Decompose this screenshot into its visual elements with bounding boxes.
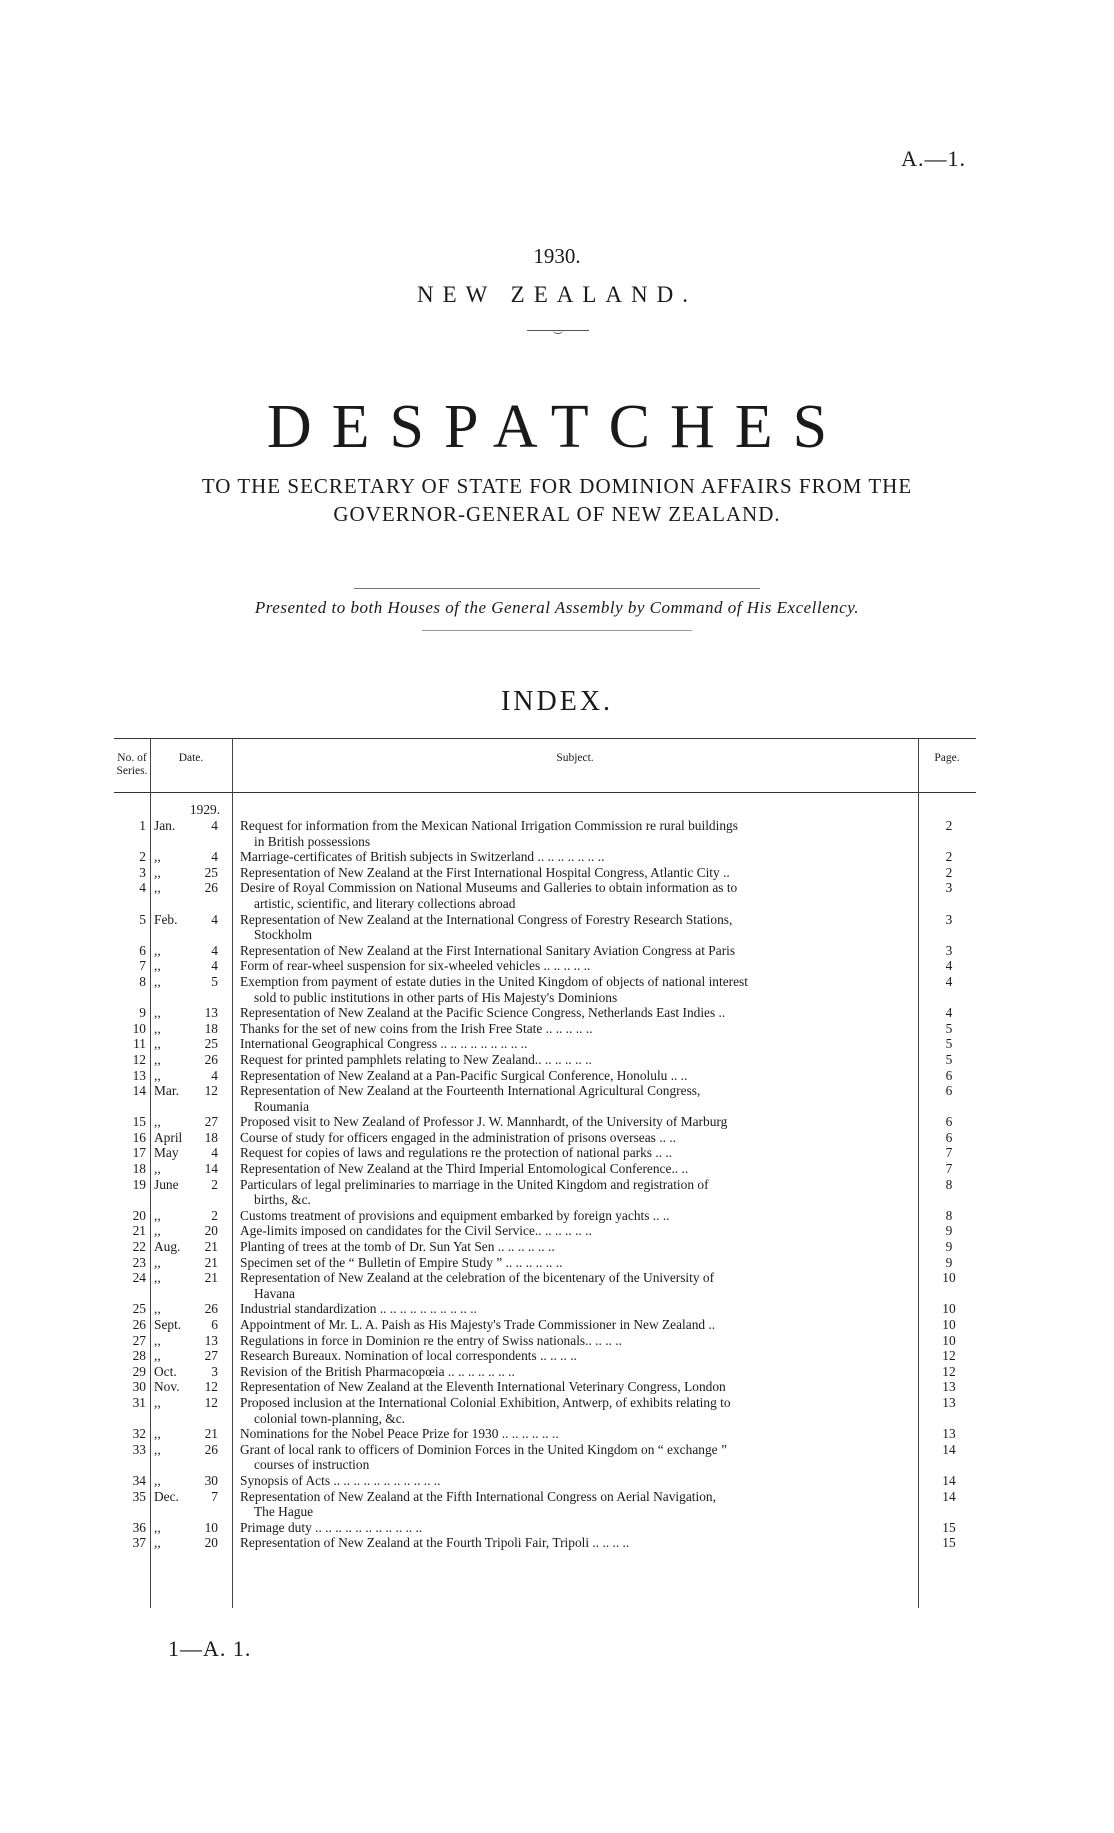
subject-text: Desire of Royal Commission on National Museums and Galleries to obtain information as to xyxy=(240,880,738,896)
series-number: 15 xyxy=(132,1114,146,1130)
subject-cell xyxy=(240,1301,916,1317)
table-row xyxy=(114,1052,976,1068)
date-day: 4 xyxy=(211,1145,218,1161)
index-table xyxy=(114,738,976,1608)
subject-text: Research Bureaux. Nomination of local correspondents .. .. .. .. xyxy=(240,1348,577,1364)
table-row xyxy=(114,958,976,974)
date-day: 4 xyxy=(211,911,218,927)
subject-cell xyxy=(240,1395,916,1426)
table-row xyxy=(114,1520,976,1536)
page-number: 8 xyxy=(945,1207,953,1223)
date-month: ,, xyxy=(154,942,161,958)
page-number: 10 xyxy=(942,1332,956,1348)
date-month: Mar. xyxy=(154,1083,179,1099)
date-day: 2 xyxy=(211,1176,218,1192)
page-number: 4 xyxy=(945,1005,953,1021)
date-month: ,, xyxy=(154,1005,161,1021)
series-number: 11 xyxy=(133,1036,146,1052)
table-row xyxy=(114,1083,976,1114)
subject-cell xyxy=(240,1270,916,1301)
subject-cell xyxy=(240,1083,916,1114)
page-number: 9 xyxy=(945,1239,953,1255)
date-day: 26 xyxy=(204,1051,218,1067)
table-row xyxy=(114,1068,976,1084)
date-day: 12 xyxy=(204,1379,218,1395)
subject-cell xyxy=(240,1333,916,1349)
subject-continuation: The Hague xyxy=(254,1504,314,1520)
subject-cell xyxy=(240,1052,916,1068)
series-number: 32 xyxy=(132,1426,146,1442)
subject-cell xyxy=(240,1520,916,1536)
date-month: Dec. xyxy=(154,1488,179,1504)
date-month: April xyxy=(154,1129,183,1145)
table-row xyxy=(114,1364,976,1380)
date-day: 21 xyxy=(204,1270,218,1286)
subject-text: Request for information from the Mexican National Irrigation Commission re rural buildings xyxy=(240,818,738,833)
date-day: 12 xyxy=(204,1083,218,1099)
series-number: 35 xyxy=(132,1488,146,1504)
page-number: 3 xyxy=(945,942,953,958)
table-row xyxy=(114,1161,976,1177)
subject-text: Representation of New Zealand at the International Congress of Forestry Research Stations, xyxy=(240,911,733,927)
subject-cell xyxy=(240,1177,916,1208)
document-reference: A.—1. xyxy=(901,146,966,171)
series-number: 34 xyxy=(132,1472,146,1488)
series-number: 31 xyxy=(132,1394,146,1410)
date-month: Oct. xyxy=(154,1363,177,1379)
subject-text: Representation of New Zealand at the Pacific Science Congress, Netherlands East Indies .. xyxy=(240,1005,726,1021)
table-row xyxy=(114,1395,976,1426)
page-number: 3 xyxy=(945,911,953,927)
page-number: 5 xyxy=(945,1020,953,1036)
table-row xyxy=(114,1255,976,1271)
page-number: 10 xyxy=(942,1317,956,1332)
subject-cell xyxy=(240,1317,916,1333)
page-number: 5 xyxy=(945,1036,953,1052)
date-day: 12 xyxy=(204,1394,218,1410)
subject-cell xyxy=(240,1348,916,1364)
date-month: ,, xyxy=(154,1051,161,1067)
subject-cell xyxy=(240,1535,916,1551)
table-row xyxy=(114,1301,976,1317)
subject-text: Thanks for the set of new coins from the Irish Free State .. .. .. .. .. xyxy=(240,1020,593,1036)
date-month: ,, xyxy=(154,1394,161,1410)
series-number: 33 xyxy=(132,1441,146,1457)
date-day: 26 xyxy=(204,880,218,896)
subject-text: Representation of New Zealand at the celebration of the bicentenary of the University of xyxy=(240,1270,715,1286)
subtitle-line-1: TO THE SECRETARY OF STATE FOR DOMINION AFFAIRS FROM THE xyxy=(201,474,913,498)
series-number: 3 xyxy=(139,864,146,880)
date-month: May xyxy=(154,1145,179,1161)
page-number: 10 xyxy=(942,1301,956,1317)
index-rows xyxy=(114,802,976,1551)
subject-continuation: Havana xyxy=(254,1285,295,1301)
series-number: 10 xyxy=(132,1020,146,1036)
date-month: Sept. xyxy=(154,1317,182,1332)
page-number: 3 xyxy=(945,880,953,896)
subject-text: Representation of New Zealand at the Eleventh International Veterinary Congress, London xyxy=(240,1379,726,1395)
date-day: 4 xyxy=(211,942,218,958)
page-number: 2 xyxy=(945,864,953,880)
series-number: 21 xyxy=(132,1223,146,1239)
subject-cell xyxy=(240,974,916,1005)
presented-note: Presented to both Houses of the General Assembly by Command of His Excellency. xyxy=(254,598,860,617)
date-day: 4 xyxy=(211,849,218,865)
table-row xyxy=(114,1333,976,1349)
date-month: ,, xyxy=(154,880,161,896)
date-month: ,, xyxy=(154,849,161,865)
subject-text: Specimen set of the “ Bulletin of Empire Study ” .. .. .. .. .. .. xyxy=(240,1254,563,1270)
subject-text: Form of rear-wheel suspension for six-wheeled vehicles .. .. .. .. .. xyxy=(240,958,591,974)
date-day: 30 xyxy=(204,1472,218,1488)
table-row xyxy=(114,818,976,849)
year-row xyxy=(114,802,976,818)
series-number: 27 xyxy=(132,1332,146,1348)
subject-cell xyxy=(240,1239,916,1255)
table-row xyxy=(114,1114,976,1130)
table-row xyxy=(114,974,976,1005)
page-number: 4 xyxy=(945,958,953,974)
column-header-no: No. of Series. xyxy=(116,752,148,777)
subject-text: Synopsis of Acts .. .. .. .. .. .. .. .. .. .. .. xyxy=(240,1472,441,1488)
series-number: 37 xyxy=(132,1535,146,1551)
subject-text: Representation of New Zealand at the Fifth International Congress on Aerial Navigation, xyxy=(240,1488,716,1504)
subject-continuation: artistic, scientific, and literary collections abroad xyxy=(254,895,516,911)
subject-cell xyxy=(240,865,916,881)
date-day: 4 xyxy=(211,958,218,974)
table-row xyxy=(114,912,976,943)
page-number: 7 xyxy=(945,1145,953,1161)
subject-text: Exemption from payment of estate duties in the United Kingdom of objects of national interest xyxy=(240,973,748,989)
column-header-page: Page. xyxy=(934,752,960,764)
date-day: 26 xyxy=(204,1301,218,1317)
page-number: 6 xyxy=(945,1067,953,1083)
table-row xyxy=(114,1177,976,1208)
country-heading: NEW ZEALAND. xyxy=(416,282,698,307)
date-day: 27 xyxy=(204,1114,218,1130)
series-number: 26 xyxy=(132,1317,146,1332)
subject-cell xyxy=(240,1473,916,1489)
date-month: Nov. xyxy=(154,1379,180,1395)
subject-cell xyxy=(240,818,916,849)
date-month: ,, xyxy=(154,1332,161,1348)
date-month: ,, xyxy=(154,958,161,974)
page-number: 12 xyxy=(942,1363,956,1379)
table-row xyxy=(114,1130,976,1146)
table-row xyxy=(114,1021,976,1037)
date-day: 21 xyxy=(204,1254,218,1270)
subject-cell xyxy=(240,1145,916,1161)
subject-text: Proposed visit to New Zealand of Professor J. W. Mannhardt, of the University of Marburg xyxy=(240,1114,728,1130)
date-month: ,, xyxy=(154,1472,161,1488)
table-row xyxy=(114,1426,976,1442)
subject-text: Revision of the British Pharmacopœia .. .. .. .. .. .. .. xyxy=(240,1363,515,1379)
date-month: ,, xyxy=(154,973,161,989)
date-month: ,, xyxy=(154,864,161,880)
subject-continuation: sold to public institutions in other parts of His Majesty's Dominions xyxy=(254,989,618,1005)
page-number: 15 xyxy=(942,1519,956,1535)
table-row xyxy=(114,1223,976,1239)
date-month: ,, xyxy=(154,1223,161,1239)
subject-cell xyxy=(240,1223,916,1239)
table-row xyxy=(114,1270,976,1301)
date-day: 26 xyxy=(204,1441,218,1457)
subject-cell xyxy=(240,880,916,911)
index-title: INDEX. xyxy=(500,686,614,717)
table-row xyxy=(114,1317,976,1333)
subtitle-line-2: GOVERNOR-GENERAL OF NEW ZEALAND. xyxy=(333,502,781,526)
subject-cell xyxy=(240,1161,916,1177)
date-day: 13 xyxy=(204,1005,218,1021)
subject-text: Customs treatment of provisions and equipment embarked by foreign yachts .. .. xyxy=(240,1207,670,1223)
date-month: ,, xyxy=(154,1254,161,1270)
subject-text: Proposed inclusion at the International Colonial Exhibition, Antwerp, of exhibits relating to xyxy=(240,1394,731,1410)
series-number: 24 xyxy=(132,1270,146,1286)
subject-cell xyxy=(240,849,916,865)
subject-continuation: Roumania xyxy=(254,1098,310,1114)
page-number: 9 xyxy=(945,1254,953,1270)
divider xyxy=(354,588,760,589)
table-row xyxy=(114,1036,976,1052)
series-number: 1 xyxy=(139,818,146,833)
page-subtitle xyxy=(0,472,1114,528)
subject-cell xyxy=(240,1021,916,1037)
subject-text: Representation of New Zealand at the First International Sanitary Aviation Congress at Paris xyxy=(240,942,736,958)
subject-text: Course of study for officers engaged in the administration of prisons overseas .. .. xyxy=(240,1129,676,1145)
date-day: 20 xyxy=(204,1535,218,1551)
page-number: 13 xyxy=(942,1379,956,1395)
table-row xyxy=(114,849,976,865)
date-month: Jan. xyxy=(154,818,176,833)
table-row xyxy=(114,1208,976,1224)
date-day: 5 xyxy=(211,973,218,989)
page-number: 8 xyxy=(945,1176,953,1192)
page-number: 13 xyxy=(942,1394,956,1410)
date-day: 18 xyxy=(204,1020,218,1036)
subject-text: Grant of local rank to officers of Dominion Forces in the United Kingdom on “ exchange ” xyxy=(240,1441,727,1457)
ornament-divider xyxy=(527,330,589,335)
date-month: ,, xyxy=(154,1114,161,1130)
subject-cell xyxy=(240,1036,916,1052)
series-number: 17 xyxy=(132,1145,146,1161)
page-number: 13 xyxy=(942,1426,956,1442)
page-number: 5 xyxy=(945,1051,953,1067)
date-day: 2 xyxy=(211,1207,218,1223)
series-number: 23 xyxy=(132,1254,146,1270)
table-row xyxy=(114,1348,976,1364)
subject-text: Primage duty .. .. .. .. .. .. .. .. .. .. .. xyxy=(240,1519,423,1535)
subject-cell xyxy=(240,1364,916,1380)
page-number: 6 xyxy=(945,1129,953,1145)
series-number: 5 xyxy=(139,911,146,927)
table-row xyxy=(114,1239,976,1255)
date-day: 3 xyxy=(211,1363,218,1379)
date-month: ,, xyxy=(154,1535,161,1551)
date-day: 10 xyxy=(204,1519,218,1535)
subject-text: Representation of New Zealand at the First International Hospital Congress, Atlantic City .. xyxy=(240,864,730,880)
page-number: 10 xyxy=(942,1270,956,1286)
page-number: 4 xyxy=(945,973,953,989)
table-row xyxy=(114,1379,976,1395)
document-year: 1930. xyxy=(533,244,581,268)
date-month: ,, xyxy=(154,1426,161,1442)
subject-cell xyxy=(240,1005,916,1021)
subject-continuation: colonial town-planning, &c. xyxy=(254,1410,405,1426)
page-number: 7 xyxy=(945,1161,953,1177)
date-month: ,, xyxy=(154,1301,161,1317)
page-number: 9 xyxy=(945,1223,953,1239)
subject-text: Nominations for the Nobel Peace Prize for 1930 .. .. .. .. .. .. xyxy=(240,1426,559,1442)
table-rule-header xyxy=(114,792,976,793)
page-number: 2 xyxy=(945,849,953,865)
date-month: June xyxy=(154,1176,179,1192)
subject-text: Request for copies of laws and regulations re the protection of national parks .. .. xyxy=(240,1145,673,1161)
page-number: 15 xyxy=(942,1535,956,1551)
series-number: 6 xyxy=(139,942,146,958)
table-row xyxy=(114,1535,976,1551)
date-day: 18 xyxy=(204,1129,218,1145)
series-number: 28 xyxy=(132,1348,146,1364)
subject-text: International Geographical Congress .. .. .. .. .. .. .. .. .. xyxy=(240,1036,528,1052)
column-header-date: Date. xyxy=(178,752,204,764)
series-number: 36 xyxy=(132,1519,146,1535)
date-day: 4 xyxy=(211,1067,218,1083)
series-number: 13 xyxy=(132,1067,146,1083)
subject-continuation: courses of instruction xyxy=(254,1457,370,1473)
subject-continuation: in British possessions xyxy=(254,833,371,849)
subject-text: Planting of trees at the tomb of Dr. Sun Yat Sen .. .. .. .. .. .. xyxy=(240,1239,555,1255)
subject-continuation: Stockholm xyxy=(254,927,313,943)
series-number: 16 xyxy=(132,1129,146,1145)
table-row xyxy=(114,1005,976,1021)
date-day: 4 xyxy=(211,818,218,833)
table-row xyxy=(114,943,976,959)
series-number: 7 xyxy=(139,958,146,974)
date-month: ,, xyxy=(154,1020,161,1036)
subject-cell xyxy=(240,958,916,974)
series-number: 14 xyxy=(132,1083,146,1099)
date-day: 6 xyxy=(211,1317,218,1332)
date-day: 21 xyxy=(204,1426,218,1442)
subject-text: Particulars of legal preliminaries to marriage in the United Kingdom and registration of xyxy=(240,1176,709,1192)
table-row xyxy=(114,1145,976,1161)
subject-cell xyxy=(240,1114,916,1130)
subject-cell xyxy=(240,1130,916,1146)
date-day: 21 xyxy=(204,1239,218,1255)
series-number: 8 xyxy=(139,973,146,989)
subject-continuation: births, &c. xyxy=(254,1192,311,1208)
subject-cell xyxy=(240,1255,916,1271)
table-row xyxy=(114,1473,976,1489)
date-month: ,, xyxy=(154,1161,161,1177)
page-number: 14 xyxy=(942,1488,956,1504)
subject-text: Representation of New Zealand at the Fourteenth International Agricultural Congress, xyxy=(240,1083,701,1099)
subject-text: Representation of New Zealand at a Pan-Pacific Surgical Conference, Honolulu .. .. xyxy=(240,1067,688,1083)
date-month: ,, xyxy=(154,1067,161,1083)
date-day: 27 xyxy=(204,1348,218,1364)
divider xyxy=(422,630,692,631)
series-number: 2 xyxy=(139,849,146,865)
subject-text: Industrial standardization .. .. .. .. .. .. .. .. .. .. xyxy=(240,1301,477,1317)
subject-text: Regulations in force in Dominion re the entry of Swiss nationals.. .. .. .. xyxy=(240,1332,622,1348)
subject-cell xyxy=(240,943,916,959)
signature-mark: 1—A. 1. xyxy=(168,1636,252,1661)
date-month: Feb. xyxy=(154,911,178,927)
subject-cell xyxy=(240,1426,916,1442)
table-row xyxy=(114,1442,976,1473)
subject-cell xyxy=(240,1379,916,1395)
date-month: ,, xyxy=(154,1036,161,1052)
date-day: 25 xyxy=(204,864,218,880)
series-number: 12 xyxy=(132,1051,146,1067)
page-number: 14 xyxy=(942,1472,956,1488)
table-row xyxy=(114,880,976,911)
date-day: 14 xyxy=(204,1161,218,1177)
date-day: 25 xyxy=(204,1036,218,1052)
page-title: DESPATCHES xyxy=(266,393,848,461)
series-number: 22 xyxy=(132,1239,146,1255)
table-row xyxy=(114,865,976,881)
date-month: ,, xyxy=(154,1207,161,1223)
date-month: ,, xyxy=(154,1441,161,1457)
series-number: 25 xyxy=(132,1301,146,1317)
subject-text: Representation of New Zealand at the Third Imperial Entomological Conference.. .. xyxy=(240,1161,689,1177)
subject-cell xyxy=(240,1068,916,1084)
page-number: 6 xyxy=(945,1114,953,1130)
subject-cell xyxy=(240,912,916,943)
table-rule-top xyxy=(114,738,976,739)
series-number: 30 xyxy=(132,1379,146,1395)
subject-text: Age-limits imposed on candidates for the Civil Service.. .. .. .. .. .. xyxy=(240,1223,592,1239)
table-row xyxy=(114,1489,976,1520)
series-number: 29 xyxy=(132,1363,146,1379)
page-number: 2 xyxy=(945,818,953,833)
subject-cell xyxy=(240,1208,916,1224)
page-number: 12 xyxy=(942,1348,956,1364)
series-number: 18 xyxy=(132,1161,146,1177)
date-month: ,, xyxy=(154,1519,161,1535)
date-day: 20 xyxy=(204,1223,218,1239)
series-number: 19 xyxy=(132,1176,146,1192)
subject-text: Representation of New Zealand at the Fourth Tripoli Fair, Tripoli .. .. .. .. xyxy=(240,1535,630,1551)
subject-text: Appointment of Mr. L. A. Paish as His Majesty's Trade Commissioner in New Zealand .. xyxy=(240,1317,716,1332)
date-month: Aug. xyxy=(154,1239,181,1255)
subject-cell xyxy=(240,1442,916,1473)
subject-text: Request for printed pamphlets relating to New Zealand.. .. .. .. .. .. xyxy=(240,1051,592,1067)
series-number: 9 xyxy=(139,1005,146,1021)
date-month: ,, xyxy=(154,1348,161,1364)
date-day: 13 xyxy=(204,1332,218,1348)
subject-cell xyxy=(240,1489,916,1520)
year-label: 1929. xyxy=(189,802,221,817)
column-header-subject: Subject. xyxy=(556,752,594,764)
page-number: 6 xyxy=(945,1083,953,1099)
date-day: 7 xyxy=(211,1488,218,1504)
subject-text: Marriage-certificates of British subjects in Switzerland .. .. .. .. .. .. .. xyxy=(240,849,605,865)
page-number: 14 xyxy=(942,1441,956,1457)
series-number: 20 xyxy=(132,1207,146,1223)
series-number: 4 xyxy=(139,880,146,896)
date-month: ,, xyxy=(154,1270,161,1286)
